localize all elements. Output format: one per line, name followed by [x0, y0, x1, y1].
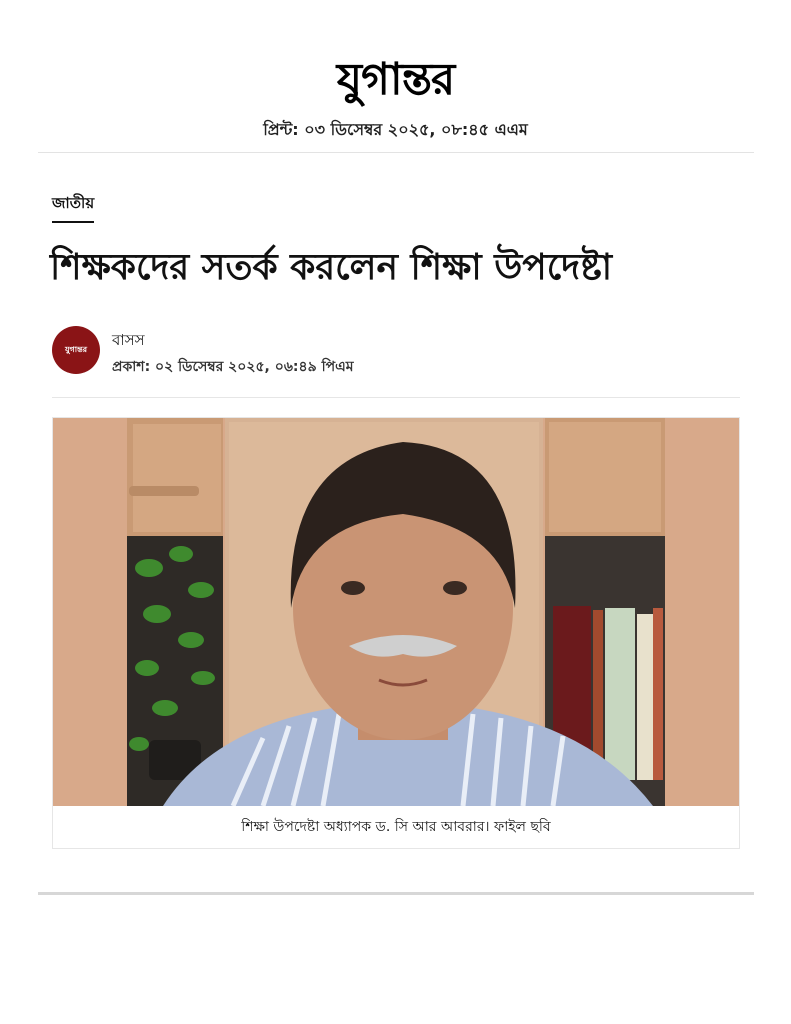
article-headline: শিক্ষকদের সতর্ক করলেন শিক্ষা উপদেষ্টা	[50, 247, 613, 288]
published-date: প্রকাশ: ০২ ডিসেম্বর ২০২৫, ০৬:৪৯ পিএম	[112, 359, 354, 375]
author-name[interactable]: বাসস	[112, 331, 145, 349]
header-divider	[38, 152, 754, 153]
portrait-illustration	[53, 418, 739, 806]
category-label[interactable]: জাতীয়	[52, 192, 94, 223]
avatar-logo-text: যুগান্তর	[64, 343, 88, 354]
article-figure	[52, 417, 740, 849]
article-photo	[53, 418, 739, 806]
author-avatar	[52, 326, 100, 374]
footer-divider	[38, 892, 754, 895]
print-date: প্রিন্ট: ০৩ ডিসেম্বর ২০২৫, ০৮:৪৫ এএম	[263, 120, 528, 139]
meta-divider	[52, 397, 740, 398]
newspaper-logo[interactable]: যুগান্তর	[336, 54, 455, 105]
image-caption: শিক্ষা উপদেষ্টা অধ্যাপক ড. সি আর আবরার। ফাইল ছবি	[53, 806, 739, 848]
